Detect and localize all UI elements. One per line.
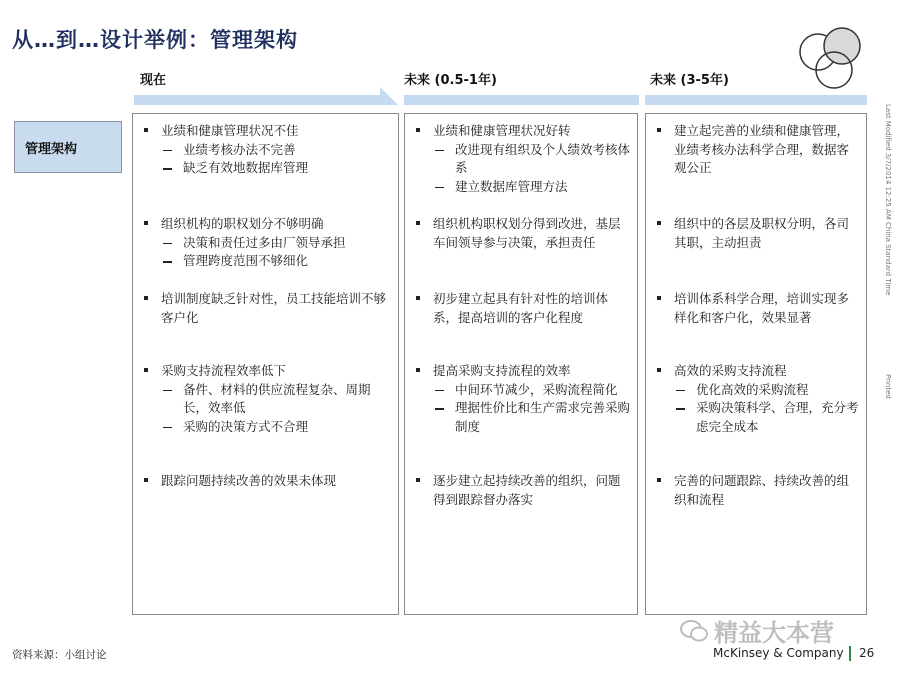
column-long-term (645, 113, 867, 615)
sub-bullet: 决策和责任过多由厂领导承担 (141, 234, 392, 253)
column-heading-long-term: 未来 (3-5年) (650, 73, 729, 88)
bullet: 初步建立起具有针对性的培训体系，提高培训的客户化程度 (413, 290, 631, 327)
bullet: 高效的采购支持流程 (654, 362, 860, 381)
block-training (141, 290, 392, 327)
column-short-term (404, 113, 638, 615)
block-training (654, 290, 860, 327)
sub-bullet: 优化高效的采购流程 (654, 381, 860, 400)
watermark (680, 613, 834, 648)
block-procurement (141, 362, 392, 436)
sub-bullet: 备件、材料的供应流程复杂、周期长，效率低 (141, 381, 392, 418)
block-training (413, 290, 631, 327)
block-continuous-improvement (654, 472, 860, 509)
footer-separator (849, 646, 851, 661)
block-procurement (654, 362, 860, 436)
column-heading-now: 现在 (140, 73, 167, 88)
watermark-text: 精益大本营 (714, 619, 834, 647)
timeline-band-long-term (645, 95, 867, 105)
bullet: 提高采购支持流程的效率 (413, 362, 631, 381)
sub-bullet: 理据性价比和生产需求完善采购制度 (413, 399, 631, 436)
column-now (132, 113, 399, 615)
bullet: 业绩和健康管理状况不佳 (141, 122, 392, 141)
sub-bullet: 采购的决策方式不合理 (141, 418, 392, 437)
row-label: 管理架构 (14, 121, 122, 173)
sub-bullet: 采购决策科学、合理，充分考虑完全成本 (654, 399, 860, 436)
bullet: 跟踪问题持续改善的效果未体现 (141, 472, 392, 491)
page-title: 从…到…设计举例：管理架构 (12, 28, 298, 52)
sub-bullet: 中间环节减少，采购流程简化 (413, 381, 631, 400)
block-continuous-improvement (413, 472, 631, 509)
bullet: 建立起完善的业绩和健康管理，业绩考核办法科学合理，数据客观公正 (654, 122, 860, 178)
bullet: 采购支持流程效率低下 (141, 362, 392, 381)
bullet: 培训制度缺乏针对性，员工技能培训不够客户化 (141, 290, 392, 327)
sub-bullet: 缺乏有效地数据库管理 (141, 159, 392, 178)
wechat-icon (680, 619, 708, 643)
block-performance (141, 122, 392, 178)
company-name: McKinsey & Company (713, 646, 844, 660)
block-procurement (413, 362, 631, 436)
last-modified-text: Last Modified 3/7/2014 12:25 AM China Standard Time (884, 104, 892, 296)
sub-bullet: 改进现有组织及个人绩效考核体系 (413, 141, 631, 178)
timeline-arrow-band (134, 87, 639, 109)
bullet: 业绩和健康管理状况好转 (413, 122, 631, 141)
block-continuous-improvement (141, 472, 392, 491)
sub-bullet: 建立数据库管理方法 (413, 178, 631, 197)
block-organization (413, 215, 631, 252)
printed-text: Printed (884, 374, 892, 399)
sub-bullet: 业绩考核办法不完善 (141, 141, 392, 160)
bullet: 组织机构职权划分得到改进，基层车间领导参与决策，承担责任 (413, 215, 631, 252)
source-note: 资料来源：小组讨论 (12, 649, 107, 661)
page-number: 26 (859, 646, 875, 660)
block-organization (654, 215, 860, 252)
circles-logo-icon (796, 24, 864, 92)
bullet: 组织中的各层及职权分明，各司其职，主动担责 (654, 215, 860, 252)
column-heading-short-term: 未来 (0.5-1年) (404, 73, 497, 88)
sub-bullet: 管理跨度范围不够细化 (141, 252, 392, 271)
bullet: 完善的问题跟踪、持续改善的组织和流程 (654, 472, 860, 509)
bullet: 组织机构的职权划分不够明确 (141, 215, 392, 234)
bullet: 培训体系科学合理，培训实现多样化和客户化，效果显著 (654, 290, 860, 327)
bullet: 逐步建立起持续改善的组织，问题得到跟踪督办落实 (413, 472, 631, 509)
block-organization (141, 215, 392, 271)
block-performance (654, 122, 860, 178)
block-performance (413, 122, 631, 196)
